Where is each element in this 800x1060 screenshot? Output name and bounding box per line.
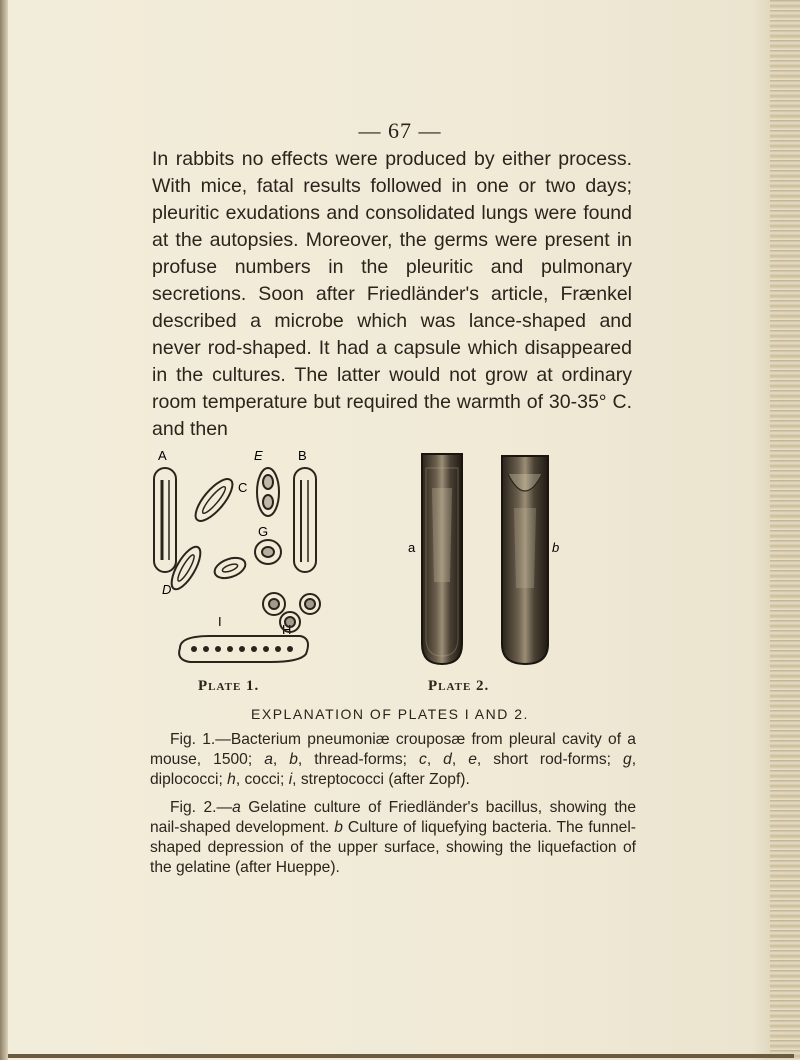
- page-number: — 67 —: [358, 118, 442, 143]
- explanation-heading: EXPLANATION OF PLATES I AND 2.: [251, 706, 529, 722]
- fig1-caption: [150, 730, 636, 790]
- body-paragraph-text: In rabbits no effects were produced by either process. With mice, fatal results followed in one or two days; pleuritic exudations and consolidated lungs were found at the autopsies. Moreover, the germs were present in profuse numbers in the pleuritic and pulmonary secretions. Soon after Friedländer's article, Frænkel described a microbe which was lance-shaped and never rod-shaped. It had a capsule which disappeared in the cultures. The latter would not grow at ordinary room temperature but required the warmth of 30-35° C. and then: [152, 148, 632, 440]
- fig2-b: b: [334, 819, 343, 836]
- plate2-letter-b: b: [552, 540, 560, 555]
- page-right-edge: [770, 0, 800, 1060]
- fig1-d: d: [443, 751, 452, 768]
- fig1-sep-3: ,: [451, 751, 469, 768]
- fig1-text-4: , diplococci;: [150, 751, 637, 788]
- fig1-text-1: —Bacterium pneumoniæ crouposæ from pleural cavity of a mouse, 1500;: [150, 731, 636, 768]
- plate2-letter-a: a: [408, 540, 416, 555]
- plate2-tube-b: [502, 456, 548, 664]
- plate2-label: Plate 2.: [428, 678, 490, 694]
- fig1-text-6: , streptococci (after Zopf).: [292, 771, 470, 788]
- page-left-edge: [0, 0, 8, 1060]
- plate1-letter-i: I: [218, 614, 222, 629]
- plate1-letter-h: H: [282, 622, 292, 637]
- plate-labels: [150, 678, 630, 698]
- plates-illustration: [150, 448, 630, 688]
- fig2-label: Fig. 2.: [170, 799, 217, 816]
- fig1-text-2: , thread-forms;: [297, 751, 420, 768]
- fig1-g: g: [623, 751, 632, 768]
- fig1-c: c: [419, 751, 427, 768]
- plate1-streptococci-chain: [179, 636, 308, 662]
- plate1-letter-a: A: [158, 448, 167, 463]
- plate1-letter-d: D: [162, 582, 172, 597]
- fig2-caption: [150, 798, 636, 878]
- plate2-tube-a: [422, 454, 462, 664]
- figure-captions: [150, 730, 636, 886]
- fig1-text-5: , cocci;: [235, 771, 289, 788]
- plate1-letter-c: C: [238, 480, 248, 495]
- fig2-dash: —: [216, 799, 233, 816]
- fig1-b: b: [289, 751, 298, 768]
- fig1-e: e: [468, 751, 477, 768]
- plate1-label: Plate 1.: [198, 678, 260, 694]
- plate1-thread-forms: [154, 468, 316, 572]
- body-paragraph: [152, 146, 632, 443]
- plate1-diplococci: [255, 468, 281, 564]
- fig1-sep-1: ,: [272, 751, 290, 768]
- plate1-letter-g: G: [258, 524, 269, 539]
- page-bottom-edge: [8, 1054, 794, 1058]
- fig2-text-1: Gelatine culture of Friedländer's bacillus, showing the nail-shaped development.: [150, 799, 636, 836]
- fig1-a: a: [264, 751, 273, 768]
- fig2-a: a: [232, 799, 241, 816]
- fig2-text-2: Culture of liquefying bacteria. The funnel-shaped depression of the upper surface, showing the liquefaction of the gelatine (after Hueppe).: [150, 819, 637, 876]
- plate1-letter-e: E: [254, 448, 263, 463]
- plate1-cocci: [263, 593, 320, 632]
- fig1-h: h: [227, 771, 236, 788]
- plate1-letter-b: B: [298, 448, 307, 463]
- plate1-short-rods: [166, 474, 248, 594]
- fig1-i: i: [288, 771, 293, 788]
- fig1-label: Fig. 1.: [170, 731, 216, 748]
- fig1-sep-2: ,: [426, 751, 444, 768]
- fig1-text-3: , short rod-forms;: [476, 751, 623, 768]
